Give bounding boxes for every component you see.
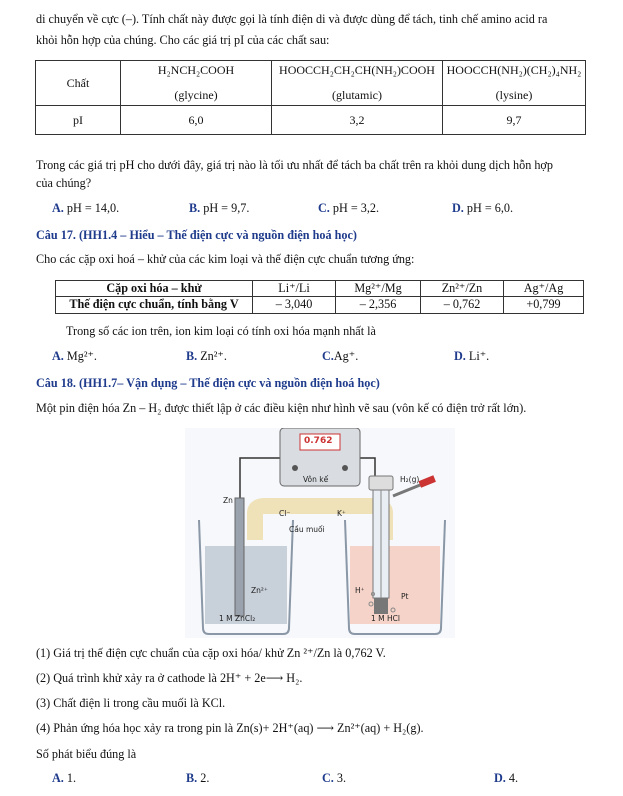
option-letter: B. (186, 771, 198, 785)
lysine-pi: 9,7 (443, 106, 586, 135)
option-letter: D. (454, 349, 466, 363)
option-text: Zn²⁺. (200, 349, 227, 363)
pair-ag: Ag⁺/Ag (504, 281, 584, 297)
q17-title: Câu 17. (HH1.4 – Hiểu – Thế điện cực và nguồn điện hoá học) (36, 228, 357, 242)
q18-title: Câu 18. (HH1.7– Vận dụng – Thế điện cực và nguồn điện hoá học) (36, 376, 380, 390)
option-text: Mg²⁺. (66, 349, 97, 363)
pi-table (35, 60, 586, 135)
option-letter: A. (52, 771, 64, 785)
option-letter: A. (52, 349, 64, 363)
option-text: pH = 14,0. (66, 201, 120, 215)
option-letter: B. (189, 201, 201, 215)
option-text: 3. (336, 771, 347, 785)
voltmeter-reading: 0.762 (304, 436, 333, 446)
left-solution-label: 1 M ZnCl₂ (219, 614, 256, 623)
option-text: Li⁺. (468, 349, 490, 363)
option-text: pH = 6,0. (466, 201, 514, 215)
option-letter: D. (452, 201, 464, 215)
option-letter: B. (186, 349, 198, 363)
glycine-formula: H₂NCH₂COOH (157, 63, 235, 77)
q16-stem-2: của chúng? (36, 176, 92, 190)
option-text: pH = 3,2. (332, 201, 380, 215)
q18-statement-4: (4) Phản ứng hóa học xảy ra trong pin là Zn(s)+ 2H⁺(aq) ⟶ Zn²⁺(aq) + H₂(g). (36, 721, 424, 735)
pair-zn: Zn²⁺/Zn (421, 281, 504, 297)
glutamic-formula: HOOCCH₂CH₂CH(NH₂)COOH (279, 63, 435, 77)
option-letter: A. (52, 201, 64, 215)
h2-label: H₂(g) (400, 475, 420, 484)
h-ion-label: H⁺ (355, 586, 365, 595)
option-letter: C. (322, 771, 334, 785)
pi-table-col-glutamic (272, 61, 443, 106)
option-text: 2. (200, 771, 210, 785)
value-ag: +0,799 (504, 297, 584, 313)
q17-stem: Cho các cặp oxi hoá – khử của các kim loại và thế điện cực chuẩn tương ứng: (36, 252, 415, 266)
potential-table-h1: Cặp oxi hóa – khử (56, 281, 253, 297)
glycine-pi: 6,0 (121, 106, 272, 135)
option-letter: C. (318, 201, 330, 215)
pi-table-header-label: Chất (36, 61, 121, 106)
option-letter: C. (322, 349, 334, 363)
q16-option-a[interactable] (52, 201, 119, 216)
intro-line-1: di chuyển về cực (–). Tính chất này được gọi là tính điện di và được dùng để tách, tinh chế amino acid ra (36, 12, 548, 26)
intro-line-2: khỏi hỗn hợp của chúng. Cho các giá trị pI của các chất sau: (36, 33, 330, 47)
voltmeter-label: Vôn kế (303, 475, 329, 484)
q18-statement-2: (2) Quá trình khử xảy ra ở cathode là 2H⁺ + 2e⟶ H₂. (36, 671, 303, 685)
pi-table-col-glycine (121, 61, 272, 106)
zn-label: Zn (223, 496, 233, 505)
zinc-electrode (235, 498, 244, 616)
q17-option-a[interactable] (52, 349, 97, 364)
lysine-name: (lysine) (495, 88, 533, 102)
galvanic-cell-figure (185, 428, 455, 638)
glutamic-pi: 3,2 (272, 106, 443, 135)
q17-option-c[interactable] (322, 349, 358, 364)
q17-option-d[interactable] (454, 349, 489, 364)
glutamic-name: (glutamic) (332, 88, 382, 102)
q18-stem: Một pin điện hóa Zn – H₂ được thiết lập ở các điều kiện như hình vẽ sau (vôn kế có điện trở rất lớn). (36, 401, 527, 415)
glycine-name: (glycine) (174, 88, 218, 102)
value-li: – 3,040 (253, 297, 336, 313)
potential-table (55, 280, 586, 318)
value-zn: – 0,762 (421, 297, 504, 313)
option-text: Ag⁺. (333, 349, 359, 363)
pair-li: Li⁺/Li (253, 281, 336, 297)
q18-statement-3: (3) Chất điện li trong cầu muối là KCl. (36, 696, 226, 710)
q18-option-d[interactable] (494, 771, 518, 786)
pi-table-row-label: pI (36, 106, 121, 135)
q18-statement-1: (1) Giá trị thế điện cực chuẩn của cặp oxi hóa/ khử Zn ²⁺/Zn là 0,762 V. (36, 646, 386, 660)
q16-stem-1: Trong các giá trị pH cho dưới đây, giá trị nào là tối ưu nhất để tách ba chất trên ra khỏi dung dịch hỗn hợp (36, 158, 553, 172)
value-mg: – 2,356 (336, 297, 421, 313)
q18-option-a[interactable] (52, 771, 76, 786)
option-text: pH = 9,7. (203, 201, 250, 215)
option-text: 1. (66, 771, 77, 785)
pi-table-col-lysine (443, 61, 586, 106)
option-text: 4. (508, 771, 519, 785)
q18-ask: Số phát biểu đúng là (36, 747, 137, 761)
potential-table-h2: Thế điện cực chuẩn, tính bằng V (56, 297, 253, 313)
pair-mg: Mg²⁺/Mg (336, 281, 421, 297)
k-label: K⁺ (337, 509, 346, 518)
pt-label: Pt (401, 592, 409, 601)
option-letter: D. (494, 771, 506, 785)
q18-option-c[interactable] (322, 771, 346, 786)
lysine-formula: HOOCCH(NH₂)(CH₂)₄NH₂ (446, 63, 582, 77)
cl-label: Cl⁻ (279, 509, 291, 518)
q17-ask: Trong số các ion trên, ion kim loại có tính oxi hóa mạnh nhất là (66, 324, 376, 338)
right-solution-label: 1 M HCl (371, 614, 400, 623)
q16-option-c[interactable] (318, 201, 379, 216)
pt-plate (374, 598, 388, 614)
q16-option-b[interactable] (189, 201, 249, 216)
salt-bridge-label: Cầu muối (289, 525, 325, 534)
q18-option-b[interactable] (186, 771, 209, 786)
q17-option-b[interactable] (186, 349, 227, 364)
zn-ion-label: Zn²⁺ (251, 586, 268, 595)
q16-option-d[interactable] (452, 201, 513, 216)
